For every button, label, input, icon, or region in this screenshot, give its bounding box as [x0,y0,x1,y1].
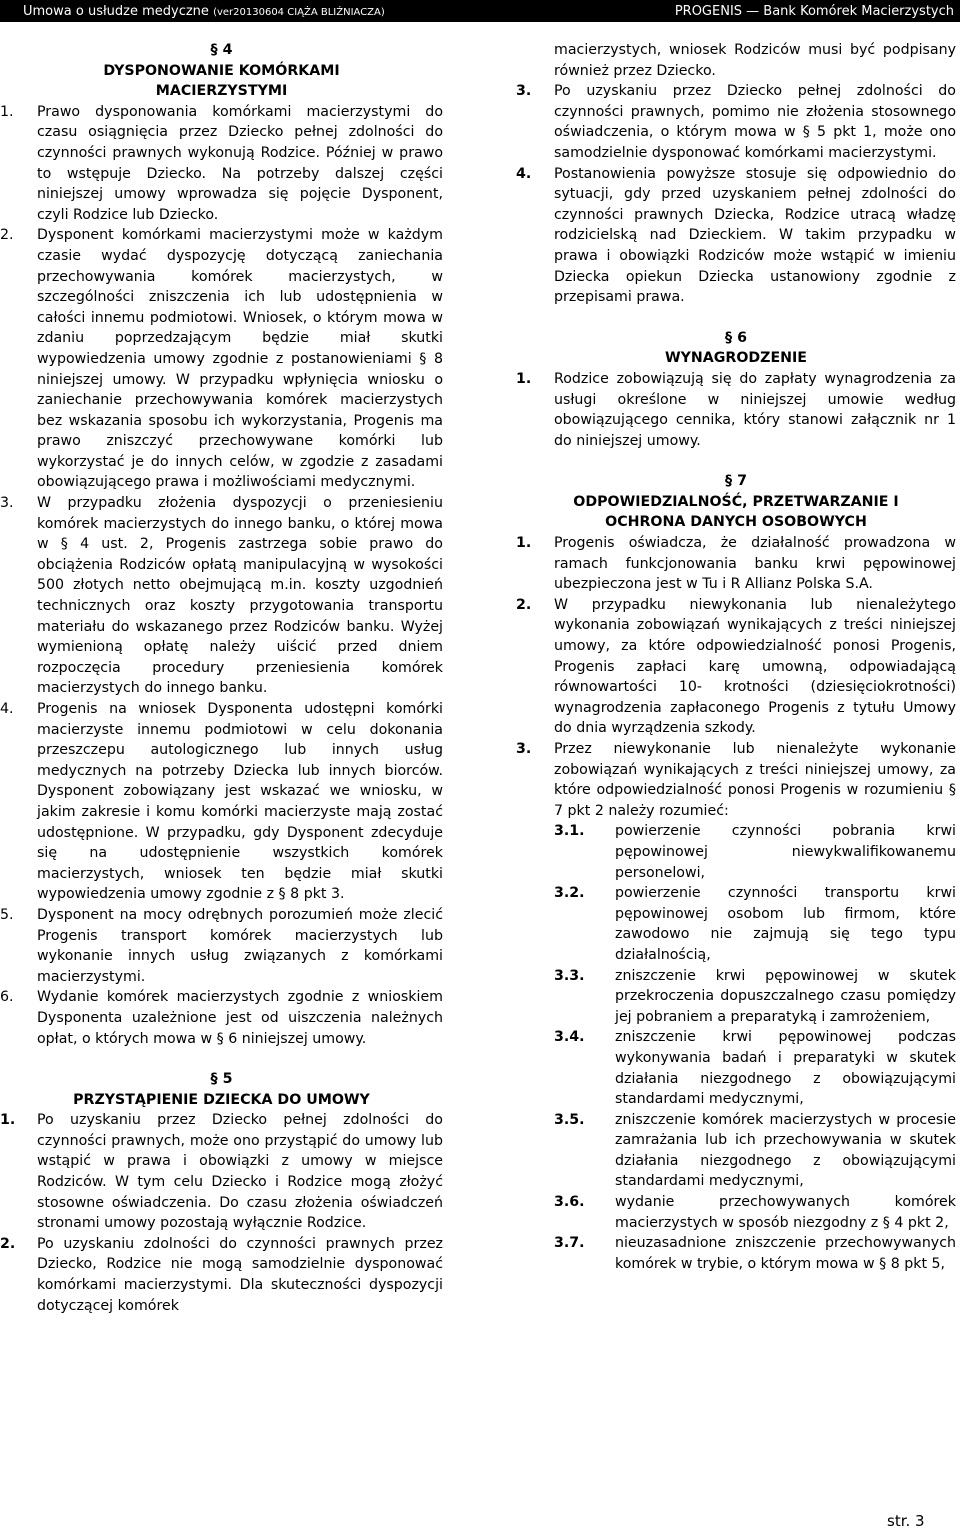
list-item [0,1234,443,1316]
sub-item-number: 3.7. [554,1235,585,1252]
header-title: Umowa o usłudze medyczne [23,3,209,19]
spacer [516,308,956,328]
section-7-title-line2: OCHRONA DANYCH OSOBOWYCH [605,514,867,531]
list-item [516,164,956,308]
section-4-title-line1: DYSPONOWANIE KOMÓRKAMI [103,62,340,79]
item-text: macierzystych, wniosek Rodziców musi być podpisany również przez Dziecko. [554,42,956,79]
item-text: W przypadku niewykonania lub nienależytego wykonania zobowiązań wynikających z treści niniejszej umowy, za które odpowiedzialność ponosi Progenis, Progenis zapłaci karę umowną, odpowiadającą równowartości 10- krotności (dziesięciokrotności) wynagrodzenia zapłaconego Progenis z tytułu Umowy do dnia wyrządzenia szkody. [554,596,956,737]
item-text: Prawo dysponowania komórkami macierzystymi do czasu osiągnięcia przez Dziecko pełnej zdolności do czynności prawnych wykonują Rodzice. Później w prawo to wstępuje Dziecko. Na potrzeby dalszej części niniejszej umowy wprowadza się pojęcie Dysponent, czyli Rodzice lub Dziecko. [37,103,443,223]
list-item [516,595,956,739]
section-4-title [0,61,443,102]
item-number: 3. [516,741,532,757]
item-text: Progenis oświadcza, że działalność prowadzona w ramach funkcjonowania banku krwi pępowinowej ubezpieczona jest w Tu i R Allianz Polska S.A. [554,535,956,593]
section-5-number: § 5 [210,1071,233,1088]
list-item [516,533,956,595]
list-item [0,987,443,1049]
list-item [0,225,443,493]
list-item [516,739,956,821]
list-item-continued [516,40,956,81]
list-item [0,905,443,987]
sub-item-number: 3.1. [554,823,585,840]
item-number: 6. [0,989,14,1006]
section-4-number: § 4 [210,42,233,58]
item-number: 4. [0,701,14,717]
item-text: Przez niewykonanie lub nienależyte wykonanie zobowiązań wynikających z treści niniejszej umowy, za które odpowiedzialność ponosi Progenis w rozumieniu § 7 pkt 2 należy rozumieć: [554,741,956,819]
section-7-title [516,492,956,533]
section-6-number: § 6 [725,329,747,346]
item-text: Po uzyskaniu przez Dziecko pełnej zdolności do czynności prawnych, pomimo nie złożenia stosownego oświadczenia, o którym mowa w § 5 pkt 1, może ono samodzielnie dysponować komórkami macierzystymi. [554,83,956,161]
item-text: Progenis na wniosek Dysponenta udostępni komórki macierzyste innemu podmiotowi w celu dokonania przeszczepu autologicznego lub innych usług medycznych na potrzeby Dziecka lub innych biorców. Dysponent zobowiązany jest wskazać we wniosku, w jakim zakresie i komu komórki macierzyste mają zostać udostępnione. W przypadku, gdy Dysponent zdecyduje się na udostępnienie wszystkich komórek macierzystych, wniosek ten będzie miał skutki wypowiedzenia umowy zgodnie z § 8 pkt 3. [37,701,443,903]
item-number: 4. [516,165,532,182]
item-text: Dysponent komórkami macierzystymi może w każdym czasie wydać dyspozycję dotyczącą zaniechania przechowywania komórek macierzystych, w szczególności zniszczenia ich lub udostępnienia w całości innemu podmiotowi. Wniosek, o którym mowa w zdaniu poprzedzającym będzie miał skutki wypowiedzenia umowy zgodnie z postanowieniami § 8 niniejszej umowy. W przypadku wpłynięcia wniosku o zaniechanie przechowywania komórek macierzystych bez wskazania sposobu ich wykorzystania, Progenis ma prawo zniszczyć przechowywane komórki lub wykorzystać je do innych celów, w zgodzie z zasadami obowiązującego prawa i możliwościami medycznymi. [37,227,443,491]
item-number: 2. [516,596,532,613]
sub-item [516,1110,956,1192]
item-text: Postanowienia powyższe stosuje się odpowiednio do sytuacji, gdy przed uzyskaniem pełnej zdolności do czynności prawnych Dziecka, Rodzice utracą władzę rodzicielską nad Dzieckiem. W takim przypadku w prawa i obowiązki Rodziców może wstąpić w imieniu Dziecka opiekun Dziecka ustanowiony zgodnie z przepisami prawa. [554,165,956,306]
item-number: 2. [0,227,14,244]
sub-item-text: powierzenie czynności transportu krwi pępowinowej osobom lub firmom, które zawodowo nie zajmują się tego typu działalnością, [615,885,956,963]
sub-item [516,821,956,883]
running-header [0,0,960,22]
section-7-title-line1: ODPOWIEDZIALNOŚĆ, PRZETWARZANIE I [573,493,899,510]
item-text: Rodzice zobowiązują się do zapłaty wynagrodzenia za usługi określone w niniejszej umowie według obowiązującego cennika, który stanowi załącznik nr 1 do niniejszej umowy. [554,370,956,449]
item-number: 3. [516,83,532,100]
right-column [516,40,956,1274]
item-text: Po uzyskaniu przez Dziecko pełnej zdolności do czynności prawnych, może ono przystąpić do umowy lub wstąpić w prawa i obowiązki z umowy w miejsce Rodziców. W tym celu Dziecko i Rodzice mogą złożyć stosowne oświadczenia. Do czasu złożenia oświadczeń stronami umowy pozostają wyłącznie Rodzice. [37,1112,443,1232]
section-6-title: WYNAGRODZENIE [664,350,807,367]
item-text: W przypadku złożenia dyspozycji o przeniesieniu komórek macierzystych do innego banku, o której mowa w § 4 ust. 2, Progenis zastrzega sobie prawo do obciążenia Rodziców opłatą manipulacyjną w wysokości 500 złotych netto obejmującą m.in. koszty uzgodnień technicznych oraz koszty przygotowania transportu materiału do wskazanego przez Rodziców banku. Wyżej wymienioną opłatę należy uiścić przed dniem rozpoczęcia procedury przeniesienia komórek macierzystych do innego banku. [37,495,443,697]
left-column [0,40,443,1316]
sub-item-text: zniszczenie krwi pępowinowej podczas wykonywania badań i preparatyki w skutek działania niezgodnego z obowiązującymi standardami medycznymi, [615,1029,956,1108]
sub-item-number: 3.2. [554,885,585,902]
list-item [516,81,956,163]
item-number: 1. [0,1112,16,1129]
list-item [0,699,443,905]
section-4-title-line2: MACIERZYSTYMI [155,83,288,100]
list-item [0,102,443,226]
sub-item-text: powierzenie czynności pobrania krwi pępowinowej niewykwalifikowanemu personelowi, [615,823,956,881]
sub-item-text: zniszczenie komórek macierzystych w procesie zamrażania lub ich przechowywania w skutek działania niezgodnego z obowiązującymi standardami medycznymi, [615,1111,956,1190]
item-text: Wydanie komórek macierzystych zgodnie z wnioskiem Dysponenta uzależnione jest od uiszczenia należnych opłat, o których mowa w § 6 niniejszej umowy. [37,989,443,1047]
section-5-title: PRZYSTĄPIENIE DZIECKA DO UMOWY [73,1091,370,1108]
sub-item-number: 3.5. [554,1111,585,1128]
list-item [516,369,956,451]
sub-item [516,1192,956,1233]
item-text: Dysponent na mocy odrębnych porozumień może zlecić Progenis transport komórek macierzystych lub wykonanie innych usług związanych z komórkami macierzystymi. [37,906,443,985]
item-number: 1. [0,103,14,120]
spacer [516,451,956,471]
item-text: Po uzyskaniu zdolności do czynności prawnych przez Dziecko, Rodzice nie mogą samodzielnie dysponować komórkami macierzystymi. Dla skuteczności dyspozycji dotyczącej komórek [37,1235,443,1314]
sub-item-number: 3.3. [554,967,585,984]
section-7-number: § 7 [725,473,747,490]
sub-item [516,966,956,1028]
sub-item-text: wydanie przechowywanych komórek macierzystych w sposób niezgodny z § 4 pkt 2, [615,1194,956,1231]
item-number: 2. [0,1235,16,1252]
sub-item-text: zniszczenie krwi pępowinowej w skutek przekroczenia dopuszczalnego czasu pomiędzy jej pobraniem a preparatyką i zamrożeniem, [615,967,956,1025]
sub-item-number: 3.6. [554,1194,585,1211]
sub-item-number: 3.4. [554,1029,585,1046]
header-left [23,4,385,19]
item-number: 1. [516,370,532,387]
list-item [0,493,443,699]
sub-item-text: nieuzasadnione zniszczenie przechowywanych komórek w trybie, o którym mowa w § 8 pkt 5, [615,1235,956,1272]
spacer [0,1049,443,1069]
sub-item [516,883,956,965]
sub-item [516,1233,956,1274]
item-number-empty [516,40,554,81]
sub-item [516,1027,956,1109]
header-version: (ver20130604 CIĄŻA BLIŹNIACZA) [213,6,385,18]
item-number: 1. [516,535,532,552]
header-right: PROGENIS — Bank Komórek Macierzystych [674,3,954,19]
item-number: 5. [0,906,14,923]
page-number: str. 3 [887,1512,925,1530]
list-item [0,1110,443,1234]
item-number: 3. [0,495,14,512]
